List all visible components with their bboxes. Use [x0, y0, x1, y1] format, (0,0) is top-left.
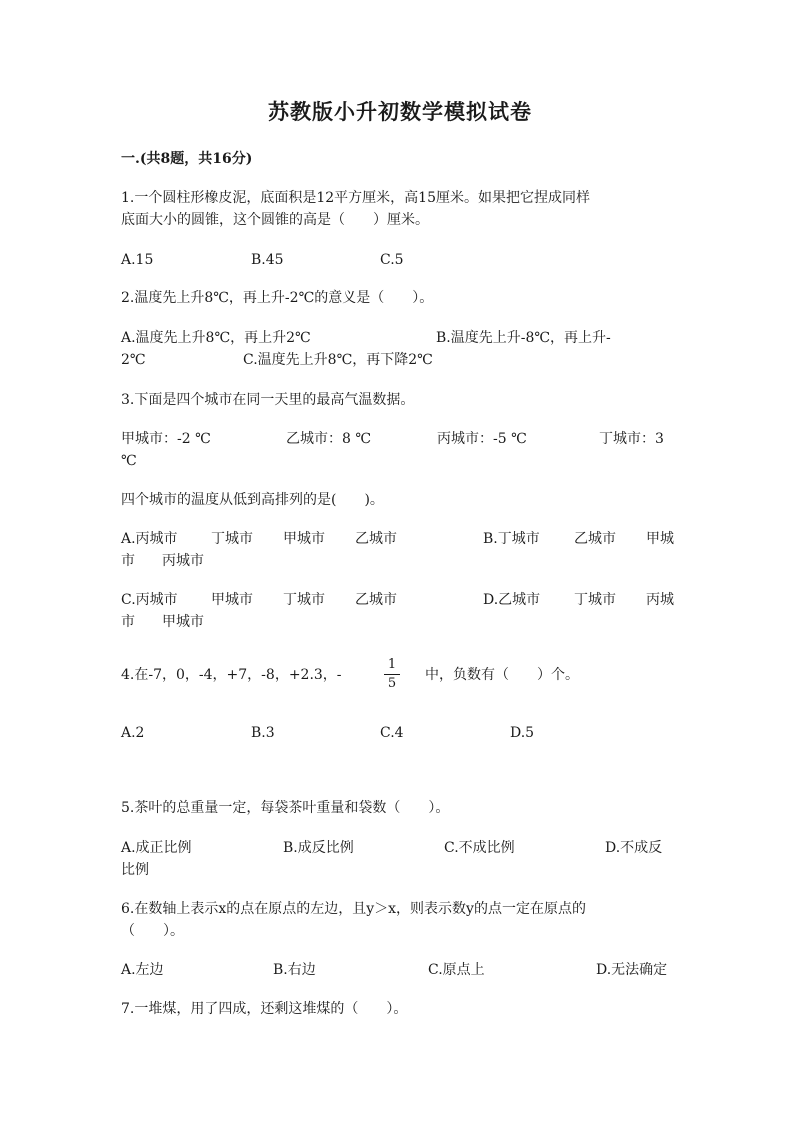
q6-option-b: B.右边 [273, 962, 316, 978]
q2-option-b-wrap: 2℃ [121, 352, 146, 368]
q3-option-a-2: 丁城市 [211, 531, 253, 547]
q2-text: 2.温度先上升8℃，再上升-2℃的意义是（ ）。 [121, 290, 434, 306]
q4-text-after: 中，负数有（ ）个。 [425, 667, 579, 683]
q3-city-c: 丙城市：-5 ℃ [437, 431, 527, 447]
q1-text-line1: 1.一个圆柱形橡皮泥，底面积是12平方厘米，高15厘米。如果把它捏成同样 [121, 190, 590, 206]
q3-option-c-2: 甲城市 [211, 592, 253, 608]
q3-option-d-5: 甲城市 [162, 614, 204, 630]
q5-option-b: B.成反比例 [283, 840, 354, 856]
q1-option-b: B.45 [251, 252, 284, 268]
q2-option-b: B.温度先上升-8℃，再上升- [436, 330, 611, 346]
q5-option-c: C.不成比例 [444, 840, 515, 856]
q6-text-line1: 6.在数轴上表示x的点在原点的左边，且y＞x，则表示数y的点一定在原点的 [121, 901, 586, 917]
q3-city-b: 乙城市：8 ℃ [286, 431, 372, 447]
q3-option-c-1: C.丙城市 [121, 592, 178, 608]
q1-option-c: C.5 [380, 252, 404, 268]
q3-city-a: 甲城市：-2 ℃ [121, 431, 211, 447]
q3-option-d-1: D.乙城市 [483, 592, 541, 608]
q3-question: 四个城市的温度从低到高排列的是( )。 [121, 492, 384, 508]
q3-option-b-3: 甲城 [646, 531, 674, 547]
q5-text: 5.茶叶的总重量一定，每袋茶叶重量和袋数（ ）。 [121, 800, 450, 816]
q6-option-a: A.左边 [121, 962, 164, 978]
q3-option-b-5: 丙城市 [162, 553, 204, 569]
q6-text-line2: （ ）。 [121, 923, 184, 939]
q7-text: 7.一堆煤，用了四成，还剩这堆煤的（ ）。 [121, 1001, 408, 1017]
q3-city-d: 丁城市：3 [599, 431, 664, 447]
q3-option-d-4: 市 [121, 614, 135, 630]
q5-option-d-wrap: 比例 [121, 862, 149, 878]
q4-fraction [384, 657, 400, 692]
q4-option-c: C.4 [380, 725, 404, 741]
q4-option-d: D.5 [510, 725, 535, 741]
q3-option-c-4: 乙城市 [355, 592, 397, 608]
section-heading: 一.(共8题，共16分) [121, 151, 253, 167]
q6-option-c: C.原点上 [428, 962, 485, 978]
q1-option-a: A.15 [121, 252, 154, 268]
q5-option-d: D.不成反 [605, 840, 663, 856]
q4-option-b: B.3 [251, 725, 275, 741]
q3-option-c-3: 丁城市 [283, 592, 325, 608]
q4-text-before: 4.在-7，0，-4，+7，-8，+2.3，- [121, 667, 342, 683]
q2-option-c: C.温度先上升8℃，再下降2℃ [243, 352, 433, 368]
q3-city-d-unit: ℃ [121, 453, 137, 469]
q3-option-a-3: 甲城市 [283, 531, 325, 547]
q4-option-a: A.2 [121, 725, 145, 741]
q3-option-a-1: A.丙城市 [121, 531, 178, 547]
q3-option-d-2: 丁城市 [574, 592, 616, 608]
q1-text-line2: 底面大小的圆锥，这个圆锥的高是（ ）厘米。 [121, 212, 429, 228]
q4-fraction-bar [384, 674, 400, 675]
q3-text: 3.下面是四个城市在同一天里的最高气温数据。 [121, 392, 415, 408]
q2-option-a: A.温度先上升8℃，再上升2℃ [121, 330, 311, 346]
page-title: 苏教版小升初数学模拟试卷 [268, 99, 532, 124]
q3-option-d-3: 丙城 [646, 592, 674, 608]
q3-option-b-4: 市 [121, 553, 135, 569]
q3-option-b-2: 乙城市 [574, 531, 616, 547]
q4-fraction-denominator: 5 [387, 676, 397, 691]
q3-option-b-1: B.丁城市 [483, 531, 540, 547]
q4-fraction-numerator: 1 [387, 657, 397, 672]
q5-option-a: A.成正比例 [121, 840, 192, 856]
q6-option-d: D.无法确定 [596, 962, 668, 978]
q3-option-a-4: 乙城市 [355, 531, 397, 547]
